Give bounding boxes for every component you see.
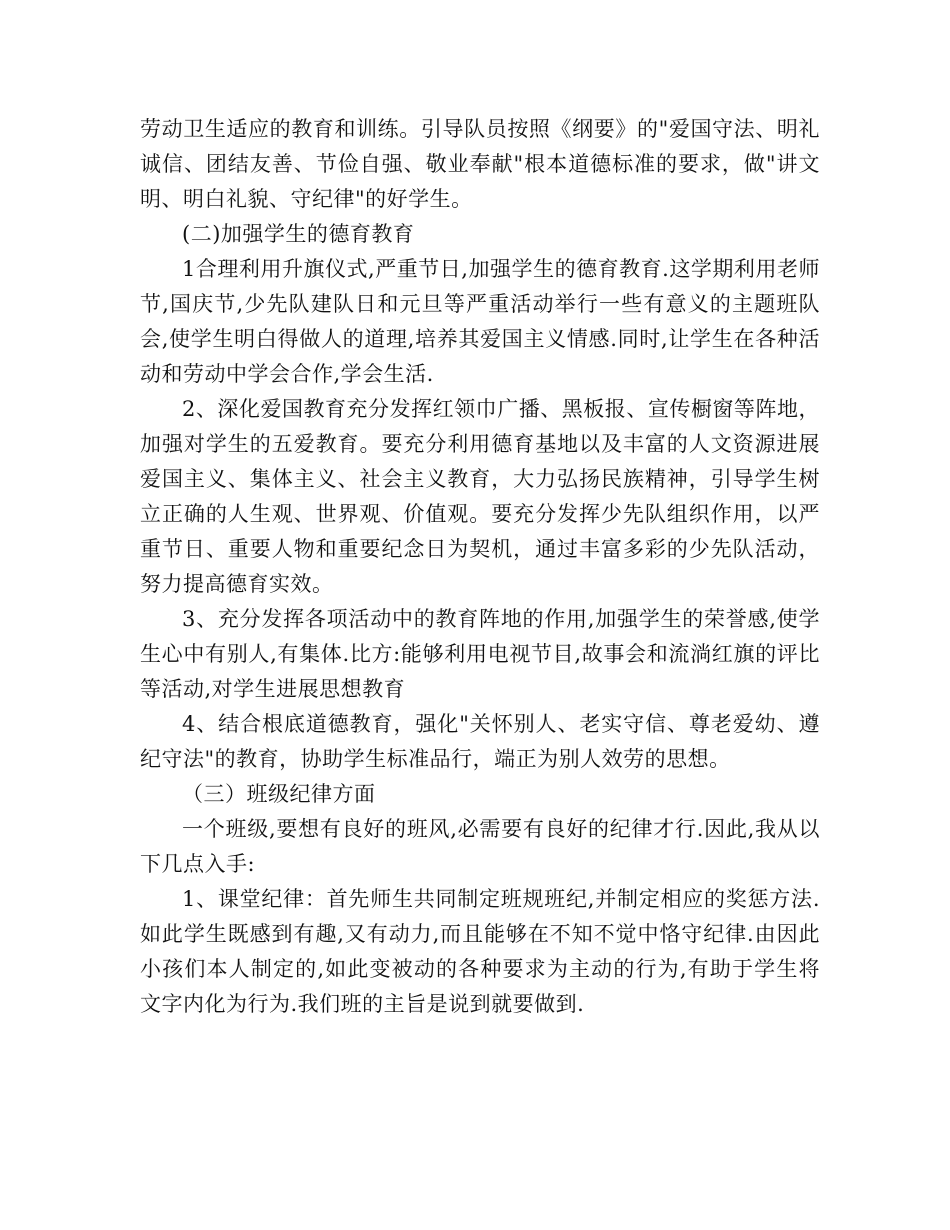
paragraph-item-1: 1合理利用升旗仪式,严重节日,加强学生的德育教育.这学期利用老师节,国庆节,少先队建队日和元旦等严重活动举行一些有意义的主题班队会,使学生明白得做人的道理,培养其爱国主义情感.同时,让学生在各种活动和劳动中学会合作,学会生活. xyxy=(140,257,820,386)
document-body xyxy=(140,112,820,1022)
paragraph-item-4: 4、结合根底道德教育，强化"关怀别人、老实守信、尊老爱幼、遵纪守法"的教育，协助学生标准品行，端正为别人效劳的思想。 xyxy=(140,712,820,771)
paragraph-item-3: 3、充分发挥各项活动中的教育阵地的作用,加强学生的荣誉感,使学生心中有别人,有集体.比方:能够利用电视节目,故事会和流淌红旗的评比等活动,对学生进展思想教育 xyxy=(140,607,820,701)
section-heading-moral-education: (二)加强学生的德育教育 xyxy=(182,222,415,246)
section-heading-class-discipline: （三）班级纪律方面 xyxy=(182,782,376,806)
paragraph-continuation: 劳动卫生适应的教育和训练。引导队员按照《纲要》的"爱国守法、明礼诚信、团结友善、节俭自强、敬业奉献"根本道德标准的要求，做"讲文明、明白礼貌、守纪律"的好学生。 xyxy=(140,117,820,211)
paragraph-discipline-intro: 一个班级,要想有良好的班风,必需要有良好的纪律才行.因此,我从以下几点入手: xyxy=(140,817,820,876)
paragraph-item-2: 2、深化爱国教育充分发挥红领巾广播、黑板报、宣传橱窗等阵地，加强对学生的五爱教育。要充分利用德育基地以及丰富的人文资源进展爱国主义、集体主义、社会主义教育，大力弘扬民族精神，引导学生树立正确的人生观、世界观、价值观。要充分发挥少先队组织作用，以严重节日、重要人物和重要纪念日为契机，通过丰富多彩的少先队活动，努力提高德育实效。 xyxy=(140,397,820,596)
paragraph-classroom-discipline: 1、课堂纪律：首先师生共同制定班规班纪,并制定相应的奖惩方法.如此学生既感到有趣,又有动力,而且能够在不知不觉中恪守纪律.由因此小孩们本人制定的,如此变被动的各种要求为主动的行为,有助于学生将文字内化为行为.我们班的主旨是说到就要做到. xyxy=(140,887,820,1016)
